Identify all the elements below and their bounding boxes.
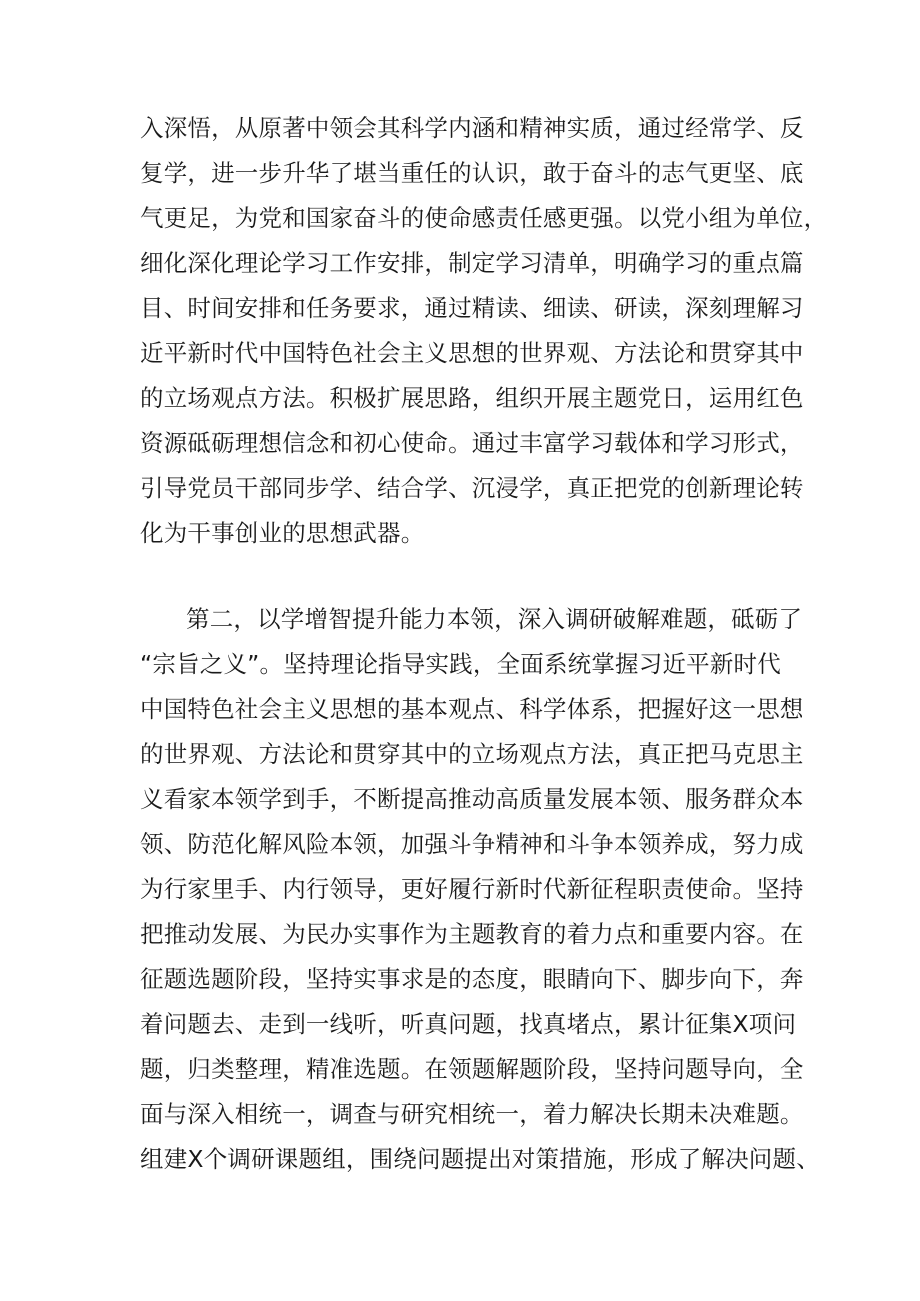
paragraph-line: 化为干事创业的思想武器。 bbox=[140, 519, 425, 547]
paragraph-line: 的世界观、方法论和贯穿其中的立场观点方法，真正把马克思主 bbox=[140, 740, 804, 768]
paragraph-line: 引导党员干部同步学、结合学、沉浸学，真正把党的创新理论转 bbox=[140, 474, 804, 502]
paragraph-line: 中国特色社会主义思想的基本观点、科学体系，把握好这一思想 bbox=[140, 695, 804, 723]
paragraph-line: 近平新时代中国特色社会主义思想的世界观、方法论和贯穿其中 bbox=[140, 339, 804, 367]
paragraph-line: 入深悟，从原著中领会其科学内涵和精神实质，通过经常学、反 bbox=[140, 114, 804, 142]
paragraph-line: 复学，进一步升华了堪当重任的认识，敢于奋斗的志气更坚、底 bbox=[140, 159, 804, 187]
paragraph-line: 征题选题阶段，坚持实事求是的态度，眼睛向下、脚步向下，奔 bbox=[140, 965, 804, 993]
paragraph-line: 的立场观点方法。积极扩展思路，组织开展主题党日，运用红色 bbox=[140, 384, 804, 412]
paragraph-line: 组建X个调研课题组，围绕问题提出对策措施，形成了解决问题、 bbox=[140, 1145, 820, 1173]
paragraph-line: 义看家本领学到手，不断提高推动高质量发展本领、服务群众本 bbox=[140, 785, 804, 813]
paragraph-line: 第二，以学增智提升能力本领，深入调研破解难题，砥砺了 bbox=[186, 605, 803, 633]
paragraph-line: 细化深化理论学习工作安排，制定学习清单，明确学习的重点篇 bbox=[140, 249, 804, 277]
paragraph-line: 气更足，为党和国家奋斗的使命感责任感更强。以党小组为单位， bbox=[140, 204, 828, 232]
paragraph-line: 着问题去、走到一线听，听真问题，找真堵点，累计征集X项问 bbox=[140, 1010, 797, 1038]
paragraph-line: “宗旨之义”。坚持理论指导实践，全面系统掌握习近平新时代 bbox=[140, 650, 781, 678]
paragraph-line: 面与深入相统一，调查与研究相统一，着力解决长期未决难题。 bbox=[140, 1100, 804, 1128]
paragraph-line: 题，归类整理，精准选题。在领题解题阶段，坚持问题导向，全 bbox=[140, 1055, 804, 1083]
paragraph-line: 把推动发展、为民办实事作为主题教育的着力点和重要内容。在 bbox=[140, 920, 804, 948]
paragraph-line: 为行家里手、内行领导，更好履行新时代新征程职责使命。坚持 bbox=[140, 875, 804, 903]
paragraph-line: 资源砥砺理想信念和初心使命。通过丰富学习载体和学习形式， bbox=[140, 429, 804, 457]
paragraph-line: 领、防范化解风险本领，加强斗争精神和斗争本领养成，努力成 bbox=[140, 830, 804, 858]
paragraph-line: 目、时间安排和任务要求，通过精读、细读、研读，深刻理解习 bbox=[140, 294, 804, 322]
